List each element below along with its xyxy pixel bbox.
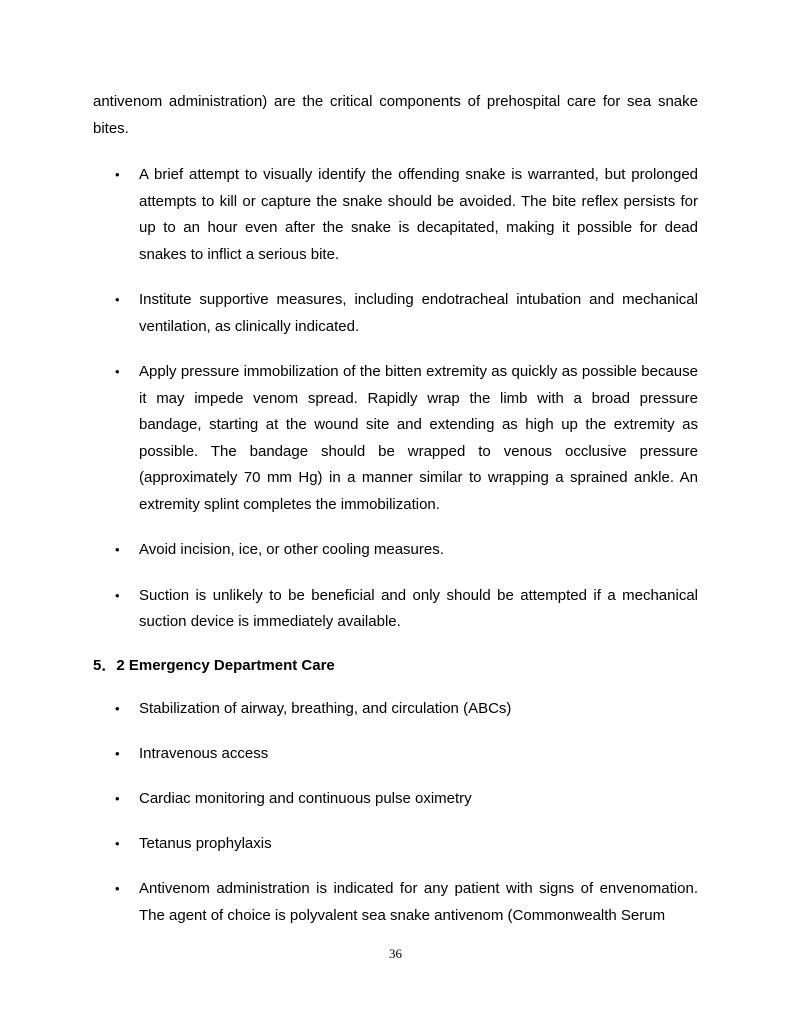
page-number: 36 (389, 946, 402, 961)
list-item-text: A brief attempt to visually identify the offending snake is warranted, but prolonged attempts to kill or capture the snake should be avoided. The bite reflex persists for up to an hour even after the snake is decapitated, making it possible for dead snakes to inflict a serious bite. (139, 166, 698, 263)
bullet-icon: • (115, 701, 120, 716)
bullet-icon: • (115, 167, 120, 182)
emergency-department-care-list (93, 696, 698, 929)
bullet-icon: • (115, 364, 120, 379)
list-item-text: Avoid incision, ice, or other cooling measures. (139, 541, 444, 558)
list-item-text: Antivenom administration is indicated for any patient with signs of envenomation. The agent of choice is polyvalent sea snake antivenom (Commonwealth Serum (139, 880, 698, 924)
list-item (93, 786, 698, 813)
list-item-text: Intravenous access (139, 745, 269, 762)
list-item (93, 831, 698, 858)
bullet-icon: • (115, 836, 120, 851)
bullet-icon: • (115, 881, 120, 896)
intro-paragraph: antivenom administration) are the critical components of prehospital care for sea snake bites. (93, 93, 698, 137)
bullet-icon: • (115, 292, 120, 307)
list-item-text: Cardiac monitoring and continuous pulse oximetry (139, 790, 472, 807)
prehospital-care-list (93, 162, 698, 636)
list-item (93, 583, 698, 636)
list-item-text: Tetanus prophylaxis (139, 835, 272, 852)
bullet-icon: • (115, 542, 120, 557)
list-item (93, 359, 698, 518)
list-item-text: Suction is unlikely to be beneficial and only should be attempted if a mechanical suction device is immediately available. (139, 586, 698, 630)
list-item (93, 741, 698, 768)
list-item-text: Stabilization of airway, breathing, and circulation (ABCs) (139, 700, 512, 717)
bullet-icon: • (115, 587, 120, 603)
section-heading: 5．2 Emergency Department Care (93, 656, 335, 674)
list-item (93, 162, 698, 268)
list-item-text: Institute supportive measures, including endotracheal intubation and mechanical ventilation, as clinically indicated. (139, 291, 698, 335)
bullet-icon: • (115, 746, 120, 761)
list-item-text: Apply pressure immobilization of the bitten extremity as quickly as possible because it may impede venom spread. Rapidly wrap the limb with a broad pressure bandage, starting at the wound site and extending as high up the extremity as possible. The bandage should be wrapped to venous occlusive pressure (approximately 70 mm Hg) in a manner similar to wrapping a sprained ankle. An extremity splint completes the immobilization. (139, 363, 698, 513)
list-item (93, 287, 698, 340)
bullet-icon: • (115, 791, 120, 806)
list-item (93, 696, 698, 723)
list-item (93, 876, 698, 929)
page-body (93, 89, 698, 929)
list-item (93, 537, 698, 564)
